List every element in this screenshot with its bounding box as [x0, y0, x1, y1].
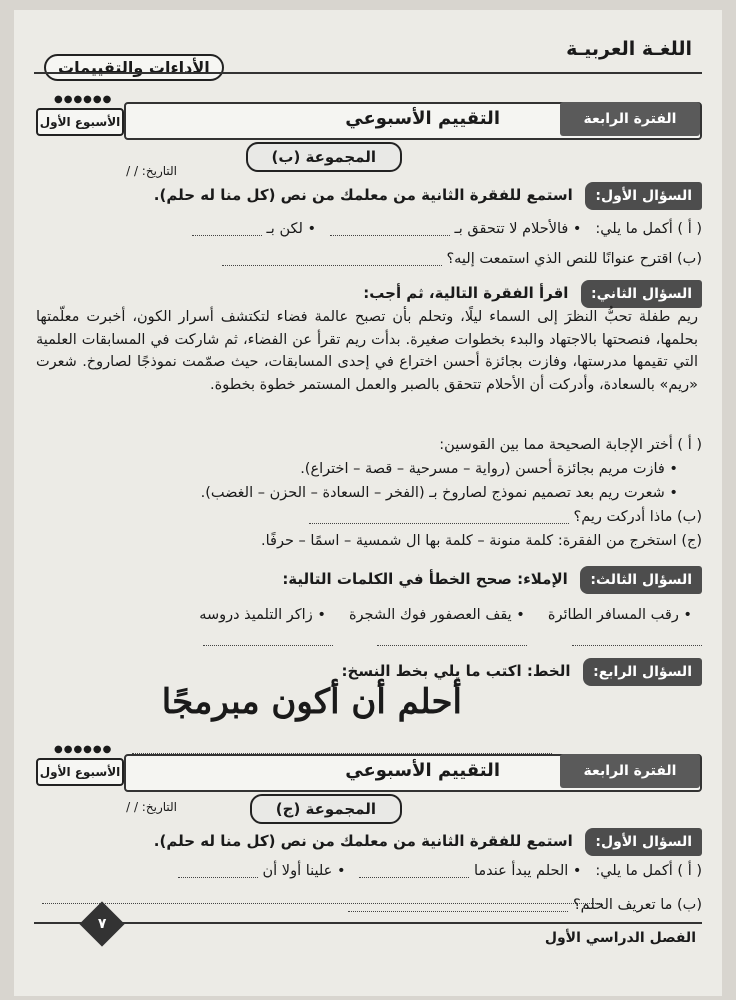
header-divider: [34, 72, 702, 74]
question-3: [34, 566, 702, 594]
q1-a-intro: ( أ ) أكمل ما يلي:: [595, 221, 702, 237]
question-text: استمع للفقرة الثانية من معلمك من نص (كل منا له حلم).: [153, 832, 573, 850]
group-label: المجموعة (ج): [250, 794, 402, 824]
q1-b-text: (ب) اقترح عنوانًا للنص الذي استمعت إليه؟: [446, 251, 702, 267]
footer-divider: [34, 922, 702, 924]
answer-line: [192, 223, 262, 236]
q1-part-b: (ب) ما تعريف الحلم؟: [34, 894, 702, 916]
answer-line: [309, 511, 569, 524]
question-text: الإملاء: صحح الخطأ في الكلمات التالية:: [282, 570, 568, 588]
assessment-title: التقييم الأسبوعي: [345, 108, 500, 129]
question-label: السؤال الثاني:: [581, 280, 702, 308]
assessment-band: [124, 754, 702, 792]
week-badge: الأسبوع الأول: [36, 758, 124, 786]
q1-a-item1: • فالأحلام لا تتحقق بـ: [455, 221, 582, 237]
period-label: الفترة الرابعة: [560, 754, 700, 788]
question-text: الخط: اكتب ما يلي بخط النسخ:: [341, 662, 571, 680]
q2-a-item1: • فازت مريم بجائزة أحسن (رواية – مسرحية – قصة – اختراع).: [34, 458, 678, 480]
question-label: السؤال الأول:: [585, 828, 702, 856]
question-label: السؤال الأول:: [585, 182, 702, 210]
q1-part-b: [34, 248, 702, 270]
week-badge: الأسبوع الأول: [36, 108, 124, 136]
q1-a-item2: • علينا أولا أن: [263, 863, 346, 879]
answer-line: [222, 253, 442, 266]
page-number: ٧: [97, 916, 107, 933]
answer-line: [203, 633, 333, 646]
date-field: التاريخ: / /: [126, 164, 177, 178]
answer-line: [178, 865, 258, 878]
question-1: [34, 828, 702, 856]
q1-part-a: [34, 218, 702, 240]
answer-line: [572, 633, 702, 646]
semester-label: الفصل الدراسي الأول: [544, 930, 696, 946]
q1-a-intro: ( أ ) أكمل ما يلي:: [595, 863, 702, 879]
word-item: • رقب المسافر الطائرة: [548, 607, 692, 623]
question-label: السؤال الثالث:: [580, 566, 702, 594]
date-field: التاريخ: / /: [126, 800, 177, 814]
q3-answer-lines: [34, 628, 702, 650]
group-label: المجموعة (ب): [246, 142, 402, 172]
decor-dots: ●●●●●●: [54, 744, 113, 755]
word-item: • يقف العصفور فوك الشجرة: [349, 607, 525, 623]
reading-passage: ريم طفلة تحبُّ النظرَ إلى السماء ليلًا، وتحلم بأن تصبح عالمة فضاء لتكتشف أسرار الكون، أخبرت معلّمتها بحلمها، فنصحتها بالاجتهاد والبدء بخطوات صغيرة. بدأت ريم تقرأ عن الفضاء، ثم شاركت في المسابقات العلمية التي تقيمها مدرستها، وفازت بجائزة أحسن اختراع في إحدى المسابقات، حيث صمّمت نموذجًا لصاروخ. شعرت «ريم» بالسعادة، وأدركت أن الأحلام تتحقق بالصبر والعمل المستمر خطوة بخطوة.: [36, 309, 698, 393]
answer-line: [330, 223, 450, 236]
tools-badge: الأداءات والتقييمات: [44, 54, 224, 81]
q2-part-b: (ب) ماذا أدركت ريم؟: [34, 506, 702, 528]
question-1: [34, 182, 702, 210]
question-text: اقرأ الفقرة التالية، ثم أجب:: [363, 284, 569, 302]
answer-line: [359, 865, 469, 878]
q1-a-item1: • الحلم يبدأ عندما: [474, 863, 582, 879]
question-text: استمع للفقرة الثانية من معلمك من نص (كل منا له حلم).: [153, 186, 573, 204]
subject-title: اللغـة العربيـة: [566, 38, 692, 60]
worksheet-page: [14, 10, 722, 996]
decor-dots: ●●●●●●: [54, 94, 113, 105]
answer-line: [348, 899, 568, 912]
question-2: [34, 280, 702, 308]
q2-part-c: (ج) استخرج من الفقرة: كلمة منونة – كلمة بها ال شمسية – اسمًا – حرفًا.: [260, 533, 702, 549]
question-label: السؤال الرابع:: [583, 658, 702, 686]
q2-part-a-intro: ( أ ) أختر الإجابة الصحيحة مما بين القوسين:: [439, 437, 702, 453]
handwriting-sample: أحلم أن أكون مبرمجًا: [161, 682, 462, 722]
word-item: • زاكر التلميذ دروسه: [199, 607, 326, 623]
answer-line: [377, 633, 527, 646]
q2-a-item2: • شعرت ريم بعد تصميم نموذج لصاروخ بـ (الفخر – السعادة – الحزن – الغضب).: [34, 482, 678, 504]
period-label: الفترة الرابعة: [560, 102, 700, 136]
assessment-band: [124, 102, 702, 140]
q3-words: [34, 604, 692, 626]
q1-a-item2: • لكن بـ: [267, 221, 317, 237]
q1-part-a: [34, 860, 702, 882]
assessment-title: التقييم الأسبوعي: [345, 760, 500, 781]
